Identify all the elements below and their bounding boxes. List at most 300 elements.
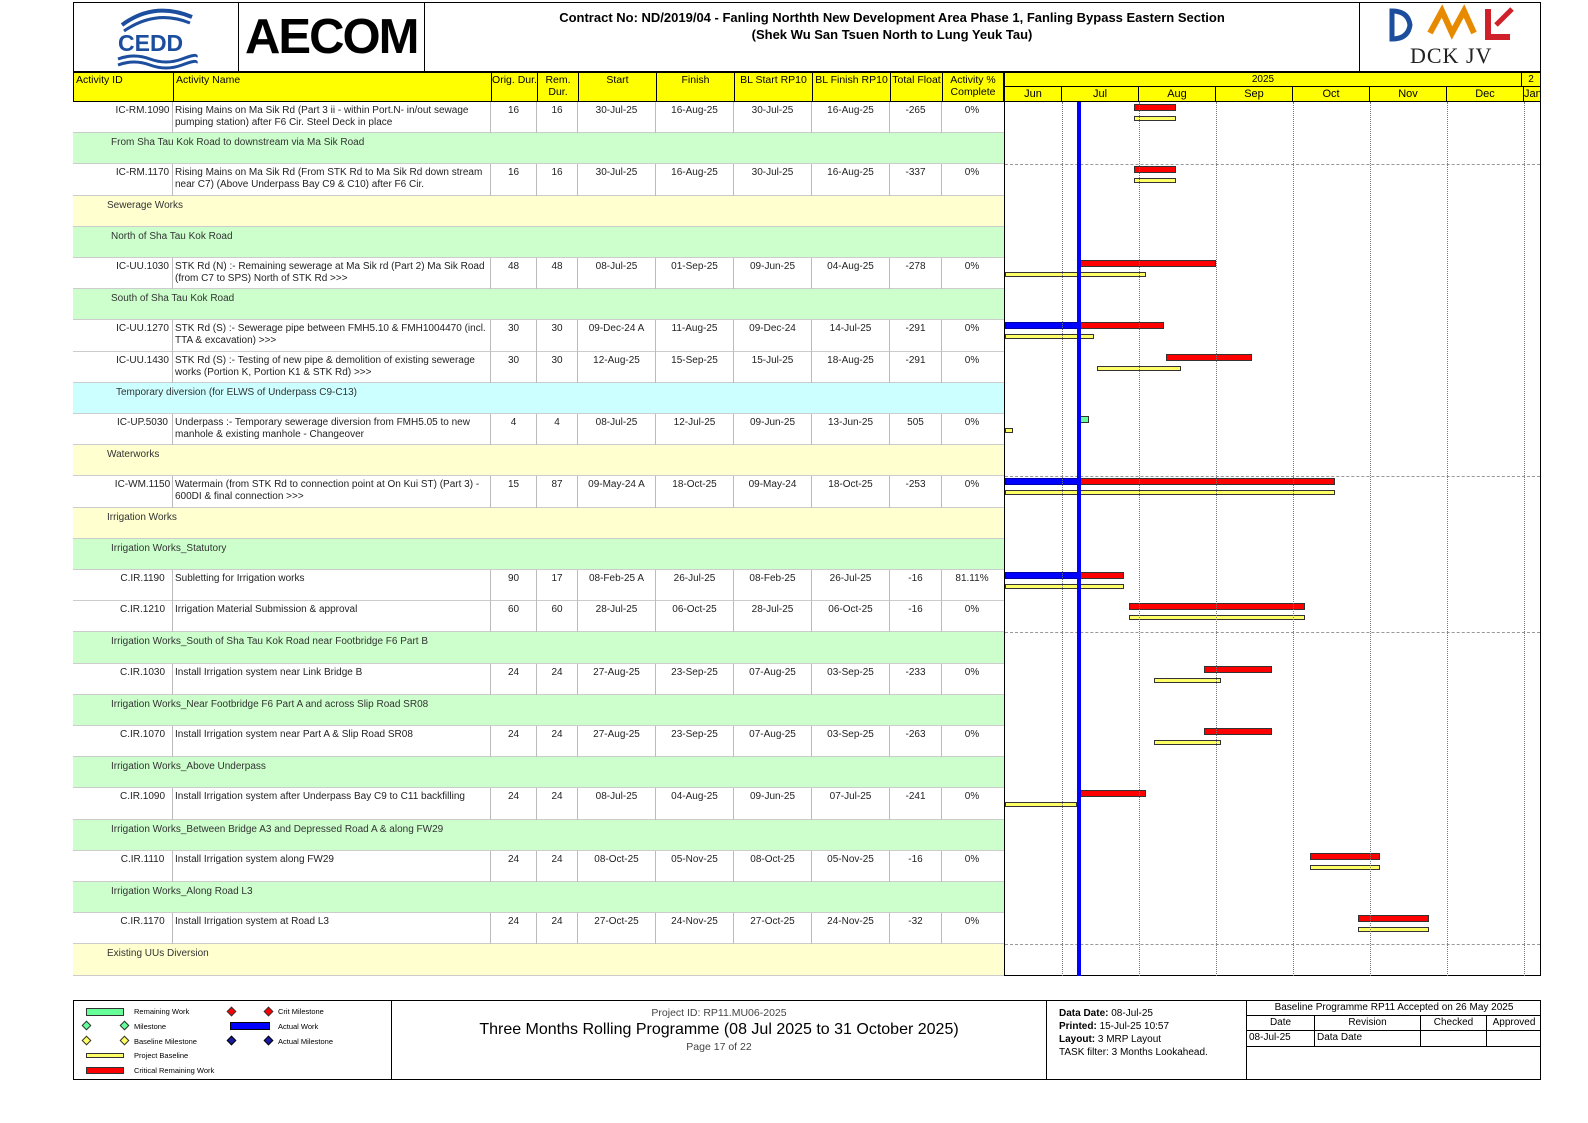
printed-date: 15-Jul-25 10:57 [1099, 1021, 1170, 1032]
cell-id: C.IR.1170 [73, 913, 173, 944]
table-row[interactable] [73, 320, 1004, 351]
baseline-bar[interactable] [1134, 116, 1176, 121]
group-label: Existing UUs Diversion [107, 948, 209, 960]
timescale-year: 2025 [1005, 73, 1522, 87]
cell-start: 27-Aug-25 [578, 664, 656, 695]
cell-bls: 07-Aug-25 [734, 726, 812, 757]
table-row[interactable] [73, 851, 1004, 882]
group-row[interactable] [73, 227, 1004, 258]
baseline-bar[interactable] [1154, 740, 1221, 745]
footer-title-block [392, 1001, 1047, 1080]
cell-orig: 15 [491, 476, 537, 507]
group-label: Waterworks [107, 449, 160, 461]
legend-swatch-remaining [86, 1008, 124, 1016]
cell-id: IC-UU.1270 [73, 320, 173, 351]
table-row[interactable] [73, 664, 1004, 695]
cell-orig: 24 [491, 788, 537, 819]
cell-rem: 24 [537, 664, 578, 695]
critical-bar[interactable] [1079, 790, 1146, 797]
baseline-bar[interactable] [1134, 178, 1176, 183]
cell-name: STK Rd (N) :- Remaining sewerage at Ma Sik rd (Part 2) Ma Sik Road (from C7 to SPS) North of STK Rd >>> [173, 258, 491, 289]
rev-approved [1487, 1031, 1541, 1046]
table-row[interactable] [73, 788, 1004, 819]
table-row[interactable] [73, 570, 1004, 601]
cell-blf: 03-Sep-25 [812, 726, 890, 757]
cell-pct: 81.11% [955, 573, 989, 584]
legend [74, 1001, 392, 1080]
cell-blf: 06-Oct-25 [812, 601, 890, 632]
aecom-logo [239, 3, 425, 72]
cell-finish: 18-Oct-25 [656, 476, 734, 507]
cell-bls: 09-May-24 [734, 476, 812, 507]
col-total-float[interactable]: Total Float [891, 73, 943, 101]
cell-id: IC-WM.1150 [73, 476, 173, 507]
cell-rem: 30 [537, 352, 578, 383]
cell-finish: 16-Aug-25 [656, 164, 734, 195]
group-label: From Sha Tau Kok Road to downstream via Ma Sik Road [111, 137, 365, 149]
baseline-note: Baseline Programme RP11 Accepted on 26 May 2025 [1247, 1001, 1541, 1016]
legend-swatch-actual [230, 1022, 270, 1030]
cell-blf: 14-Jul-25 [812, 320, 890, 351]
baseline-bar[interactable] [1005, 584, 1124, 589]
cell-orig: 24 [491, 851, 537, 882]
cell-start: 08-Jul-25 [578, 258, 656, 289]
cell-tf: -16 [890, 570, 942, 601]
critical-bar[interactable] [1079, 260, 1216, 267]
cell-blf: 07-Jul-25 [812, 788, 890, 819]
month-gridline [1524, 102, 1525, 976]
cell-id: C.IR.1070 [73, 726, 173, 757]
col-bl-start[interactable]: BL Start RP10 [735, 73, 813, 101]
group-label: Sewerage Works [107, 199, 183, 211]
table-row[interactable] [73, 726, 1004, 757]
cell-bls: 28-Jul-25 [734, 601, 812, 632]
cell-rem: 16 [537, 102, 578, 133]
cell-name: Rising Mains on Ma Sik Rd (Part 3 ii - within Port.N- in/out sewage pumping station) after F6 Cir. Steel Deck in place [173, 102, 491, 133]
cell-start: 09-Dec-24 A [578, 320, 656, 351]
month-gridline [1447, 102, 1448, 976]
cell-pct: 0% [964, 666, 980, 678]
legend-baseline-milestone-icon [82, 1036, 92, 1046]
baseline-bar[interactable] [1129, 615, 1305, 620]
cell-blf: 18-Aug-25 [812, 352, 890, 383]
legend-milestone: Milestone [134, 1022, 167, 1031]
project-id: Project ID: RP11.MU06-2025 [651, 1007, 787, 1019]
critical-bar[interactable] [1079, 322, 1163, 329]
group-label: Irrigation Works_Between Bridge A3 and Depressed Road A & along FW29 [111, 823, 444, 835]
group-row[interactable] [73, 445, 1004, 476]
timescale-month: Sep [1216, 87, 1293, 102]
table-row[interactable] [73, 913, 1004, 944]
cell-rem: 24 [537, 913, 578, 944]
col-pct-complete[interactable]: Activity % Complete [950, 74, 996, 98]
group-row[interactable] [73, 133, 1004, 164]
contract-title-line1: Contract No: ND/2019/04 - Fanling Northth New Development Area Phase 1, Fanling Bypass Eastern Section [559, 10, 1225, 25]
cell-pct: 0% [964, 791, 980, 803]
rev-approved-header: Approved [1492, 1017, 1536, 1028]
cell-bls: 30-Jul-25 [734, 102, 812, 133]
actual-bar[interactable] [1005, 572, 1079, 579]
legend-actual-milestone: Actual Milestone [278, 1037, 334, 1046]
band-gridline [1005, 476, 1540, 477]
cell-rem: 4 [537, 414, 578, 445]
critical-bar[interactable] [1134, 166, 1176, 173]
baseline-bar[interactable] [1154, 678, 1221, 683]
rev-checked [1421, 1031, 1487, 1046]
cell-tf: -16 [890, 601, 942, 632]
cell-start: 09-May-24 A [578, 476, 656, 507]
cell-finish: 26-Jul-25 [656, 570, 734, 601]
cell-start: 08-Jul-25 [578, 788, 656, 819]
table-row[interactable] [73, 258, 1004, 289]
group-row[interactable] [73, 757, 1004, 788]
cell-pct: 0% [964, 354, 980, 366]
cell-bls: 15-Jul-25 [734, 352, 812, 383]
cell-blf: 18-Oct-25 [812, 476, 890, 507]
cell-bls: 09-Jun-25 [734, 258, 812, 289]
cell-finish: 12-Jul-25 [656, 414, 734, 445]
footer-info [1047, 1001, 1247, 1080]
baseline-bar[interactable] [1005, 272, 1146, 277]
cell-rem: 24 [537, 851, 578, 882]
cell-rem: 60 [537, 601, 578, 632]
dck-logo-text: DCK JV [1410, 43, 1493, 68]
legend-crit-milestone-icon-2 [264, 1007, 274, 1017]
rev-revision-header: Revision [1315, 1016, 1421, 1030]
contract-title-line2: (Shek Wu San Tsuen North to Lung Yeuk Tau) [751, 27, 1033, 42]
cell-tf: -253 [890, 476, 942, 507]
cell-bls: 08-Oct-25 [734, 851, 812, 882]
cell-tf: -32 [890, 913, 942, 944]
critical-bar[interactable] [1079, 478, 1335, 485]
group-label: South of Sha Tau Kok Road [111, 293, 235, 305]
cell-rem: 48 [537, 258, 578, 289]
revision-table [1247, 1001, 1541, 1080]
cell-blf: 24-Nov-25 [812, 913, 890, 944]
cell-rem: 16 [537, 164, 578, 195]
cell-name: STK Rd (S) :- Testing of new pipe & demolition of existing sewerage works (Portion K, Portion K1 & STK Rd) >>> [173, 352, 491, 383]
cell-tf: -241 [890, 788, 942, 819]
cell-bls: 09-Dec-24 [734, 320, 812, 351]
rev-date: 08-Jul-25 [1247, 1031, 1315, 1046]
cell-start: 08-Oct-25 [578, 851, 656, 882]
timescale-header [1004, 72, 1541, 102]
col-start[interactable]: Start [579, 73, 657, 101]
legend-milestone-icon [82, 1021, 92, 1031]
cell-finish: 11-Aug-25 [656, 320, 734, 351]
cell-bls: 27-Oct-25 [734, 913, 812, 944]
cell-finish: 24-Nov-25 [656, 913, 734, 944]
timescale-month: Jul [1062, 87, 1139, 102]
cell-rem: 24 [537, 788, 578, 819]
legend-actual-work: Actual Work [278, 1022, 319, 1031]
cell-finish: 06-Oct-25 [656, 601, 734, 632]
month-gridline [1293, 102, 1294, 976]
cell-name: Underpass :- Temporary sewerage diversion from FMH5.05 to new manhole & existing manhole - Changeover [173, 414, 491, 445]
cell-blf: 16-Aug-25 [812, 164, 890, 195]
group-label: Irrigation Works_Along Road L3 [111, 886, 253, 897]
col-activity-name[interactable]: Activity Name [174, 73, 492, 101]
legend-baseline-milestone: Baseline Milestone [134, 1037, 197, 1046]
cell-finish: 23-Sep-25 [656, 664, 734, 695]
cell-orig: 4 [491, 414, 537, 445]
rev-date-header: Date [1247, 1016, 1315, 1030]
table-row[interactable] [73, 352, 1004, 383]
cell-tf: -233 [890, 664, 942, 695]
cell-finish: 04-Aug-25 [656, 788, 734, 819]
cell-start: 27-Oct-25 [578, 913, 656, 944]
cell-pct: 0% [964, 604, 980, 616]
cell-pct: 0% [964, 167, 980, 179]
timescale-month: Jan [1524, 88, 1542, 100]
baseline-bar[interactable] [1005, 490, 1335, 495]
cedd-logo-text: CEDD [118, 30, 184, 56]
col-bl-finish[interactable]: BL Finish RP10 [813, 73, 891, 101]
timescale-year-next: 2 [1522, 73, 1540, 87]
cell-id: IC-UU.1430 [73, 352, 173, 383]
cell-start: 28-Jul-25 [578, 601, 656, 632]
group-row[interactable] [73, 539, 1004, 570]
cell-blf: 05-Nov-25 [812, 851, 890, 882]
cell-bls: 30-Jul-25 [734, 164, 812, 195]
cell-rem: 87 [537, 476, 578, 507]
cell-name: Rising Mains on Ma Sik Rd (From STK Rd to Ma Sik Rd down stream near C7) (Above Underpass Bay C9 & C10) after F6 Cir. [173, 164, 491, 195]
gantt-chart [1004, 102, 1541, 976]
cell-rem: 30 [537, 320, 578, 351]
cell-orig: 24 [491, 664, 537, 695]
baseline-bar[interactable] [1005, 428, 1013, 433]
timescale-month: Nov [1370, 87, 1447, 102]
band-gridline [1005, 944, 1540, 945]
group-row[interactable] [73, 508, 1004, 539]
cell-blf: 04-Aug-25 [812, 258, 890, 289]
cell-name: Install Irrigation system after Underpass Bay C9 to C11 backfilling [173, 788, 491, 819]
table-row[interactable] [73, 476, 1004, 507]
cell-bls: 09-Jun-25 [734, 788, 812, 819]
cell-orig: 30 [491, 320, 537, 351]
cell-finish: 15-Sep-25 [656, 352, 734, 383]
cell-start: 08-Jul-25 [578, 414, 656, 445]
rev-revision: Data Date [1315, 1031, 1421, 1046]
cell-pct: 0% [964, 729, 980, 740]
legend-crit-milestone: Crit Milestone [278, 1007, 324, 1016]
aecom-logo-text: AECOM [245, 10, 418, 64]
cell-name: Watermain (from STK Rd to connection point at On Kui ST) (Part 3) - 600DI & final connection >>> [173, 476, 491, 507]
printed-label: Printed: [1059, 1021, 1097, 1032]
cell-name: STK Rd (S) :- Sewerage pipe between FMH5.10 & FMH1004470 (incl. TTA & excavation) >>> [173, 320, 491, 351]
activity-table [73, 102, 1004, 976]
critical-bar[interactable] [1358, 915, 1429, 922]
cell-tf: -265 [890, 102, 942, 133]
table-row[interactable] [73, 601, 1004, 632]
task-filter: TASK filter: 3 Months Lookahead. [1059, 1047, 1208, 1058]
cell-name: Install Irrigation system at Road L3 [173, 913, 491, 944]
revision-row [1247, 1031, 1541, 1047]
cell-orig: 16 [491, 164, 537, 195]
cell-id: C.IR.1030 [73, 664, 173, 695]
cell-rem: 17 [537, 570, 578, 601]
cell-pct: 0% [964, 105, 980, 116]
cell-orig: 48 [491, 258, 537, 289]
group-label: North of Sha Tau Kok Road [111, 230, 233, 242]
cell-id: IC-RM.1090 [73, 102, 173, 133]
cell-orig: 24 [491, 726, 537, 757]
group-row[interactable] [73, 632, 1004, 663]
table-header [73, 72, 1004, 102]
group-label: Irrigation Works_Near Footbridge F6 Part A and across Slip Road SR08 [111, 698, 429, 710]
critical-bar[interactable] [1166, 354, 1252, 361]
cell-pct: 0% [964, 479, 980, 491]
contract-title [425, 3, 1359, 72]
cell-finish: 05-Nov-25 [656, 851, 734, 882]
cell-tf: 505 [890, 414, 942, 445]
cell-blf: 26-Jul-25 [812, 570, 890, 601]
cell-tf: -263 [890, 726, 942, 757]
legend-project-baseline: Project Baseline [134, 1051, 189, 1060]
cell-pct: 0% [964, 417, 980, 428]
timescale-month: Aug [1139, 87, 1216, 102]
cell-id: C.IR.1090 [73, 788, 173, 819]
critical-bar[interactable] [1129, 603, 1305, 610]
table-row[interactable] [73, 102, 1004, 133]
cell-id: C.IR.1190 [73, 570, 173, 601]
cell-orig: 24 [491, 913, 537, 944]
cell-id: C.IR.1210 [73, 601, 173, 632]
actual-bar[interactable] [1005, 322, 1079, 329]
actual-bar[interactable] [1005, 478, 1079, 485]
legend-actual-milestone-icon-2 [264, 1036, 274, 1046]
group-row[interactable] [73, 383, 1004, 414]
cell-bls: 09-Jun-25 [734, 414, 812, 445]
baseline-bar[interactable] [1358, 927, 1429, 932]
cell-bls: 08-Feb-25 [734, 570, 812, 601]
page-header [73, 2, 1541, 72]
cell-name: Install Irrigation system near Link Bridge B [173, 664, 491, 695]
cell-orig: 16 [491, 102, 537, 133]
cell-name: Install Irrigation system along FW29 [173, 851, 491, 882]
band-gridline [1005, 632, 1540, 633]
group-row[interactable] [73, 944, 1004, 975]
group-label: Irrigation Works_Above Underpass [111, 761, 266, 773]
legend-critical-remaining: Critical Remaining Work [134, 1066, 215, 1075]
cell-start: 27-Aug-25 [578, 726, 656, 757]
cell-pct: 0% [964, 323, 980, 335]
cedd-logo [74, 3, 239, 72]
col-rem-dur[interactable]: Rem. Dur. [538, 73, 579, 101]
cell-start: 08-Feb-25 A [578, 570, 656, 601]
dck-logo-graphic [1360, 3, 1542, 43]
cell-pct: 0% [964, 261, 980, 272]
group-row[interactable] [73, 695, 1004, 726]
cell-bls: 07-Aug-25 [734, 664, 812, 695]
cell-blf: 13-Jun-25 [812, 414, 890, 445]
cell-start: 30-Jul-25 [578, 102, 656, 133]
legend-milestone-icon-2 [120, 1021, 130, 1031]
layout-label: Layout: [1059, 1034, 1096, 1045]
month-gridline [1216, 102, 1217, 976]
month-gridline [1370, 102, 1371, 976]
table-row[interactable] [73, 164, 1004, 195]
page-number: Page 17 of 22 [686, 1041, 752, 1053]
legend-actual-milestone-icon [227, 1036, 237, 1046]
cell-blf: 16-Aug-25 [812, 102, 890, 133]
cell-tf: -291 [890, 352, 942, 383]
cell-id: IC-UU.1030 [73, 258, 173, 289]
data-date-label: Data Date: [1059, 1008, 1109, 1019]
layout-name: 3 MRP Layout [1097, 1034, 1162, 1045]
cell-tf: -291 [890, 320, 942, 351]
cell-name: Subletting for Irrigation works [173, 570, 491, 601]
cell-finish: 01-Sep-25 [656, 258, 734, 289]
cedd-logo-graphic [74, 3, 239, 72]
cell-id: IC-UP.5030 [73, 414, 173, 445]
table-row[interactable] [73, 414, 1004, 445]
group-label: Irrigation Works_Statutory [111, 542, 227, 554]
cell-orig: 30 [491, 352, 537, 383]
cell-rem: 24 [537, 726, 578, 757]
group-label: Irrigation Works [107, 511, 177, 523]
legend-baseline-milestone-icon-2 [120, 1036, 130, 1046]
timescale-month: Oct [1293, 87, 1370, 102]
revision-header-row [1247, 1016, 1541, 1031]
critical-bar[interactable] [1079, 572, 1124, 579]
cell-finish: 16-Aug-25 [656, 102, 734, 133]
group-label: Irrigation Works_South of Sha Tau Kok Road near Footbridge F6 Part B [111, 636, 429, 648]
cell-pct: 0% [964, 853, 980, 865]
page-footer [73, 1000, 1541, 1080]
data-date: 08-Jul-25 [1111, 1008, 1153, 1019]
timescale-month: Dec [1447, 87, 1524, 102]
critical-bar[interactable] [1204, 666, 1273, 673]
cell-id: IC-RM.1170 [73, 164, 173, 195]
data-date-line [1077, 102, 1081, 976]
cell-start: 30-Jul-25 [578, 164, 656, 195]
cell-pct: 0% [964, 916, 980, 928]
dck-logo [1359, 3, 1541, 72]
legend-remaining: Remaining Work [134, 1007, 190, 1016]
cell-finish: 23-Sep-25 [656, 726, 734, 757]
rev-checked-header: Checked [1421, 1016, 1487, 1030]
group-label: Temporary diversion (for ELWS of Underpass C9-C13) [116, 386, 358, 398]
programme-title: Three Months Rolling Programme (08 Jul 2025 to 31 October 2025) [479, 1021, 959, 1038]
band-gridline [1005, 164, 1540, 165]
group-row[interactable] [73, 196, 1004, 227]
col-finish[interactable]: Finish [657, 73, 735, 101]
timescale-month: Jun [1005, 87, 1062, 102]
month-gridline [1062, 102, 1063, 976]
legend-swatch-baseline [86, 1053, 124, 1058]
group-row[interactable] [73, 289, 1004, 320]
cell-orig: 60 [491, 601, 537, 632]
col-activity-id[interactable]: Activity ID [74, 73, 174, 101]
cell-start: 12-Aug-25 [578, 352, 656, 383]
group-row[interactable] [73, 820, 1004, 851]
cell-tf: -337 [890, 164, 942, 195]
baseline-bar[interactable] [1005, 802, 1077, 807]
legend-swatch-critical [86, 1067, 124, 1074]
cell-orig: 90 [491, 570, 537, 601]
cell-blf: 03-Sep-25 [812, 664, 890, 695]
month-gridline [1139, 102, 1140, 976]
col-orig-dur[interactable]: Orig. Dur. [492, 73, 538, 101]
cell-tf: -16 [890, 851, 942, 882]
cell-id: C.IR.1110 [73, 851, 173, 882]
cell-name: Install Irrigation system near Part A & Slip Road SR08 [173, 726, 491, 757]
group-row[interactable] [73, 882, 1004, 913]
cell-name: Irrigation Material Submission & approval [173, 601, 491, 632]
critical-bar[interactable] [1134, 104, 1176, 111]
critical-bar[interactable] [1204, 728, 1273, 735]
